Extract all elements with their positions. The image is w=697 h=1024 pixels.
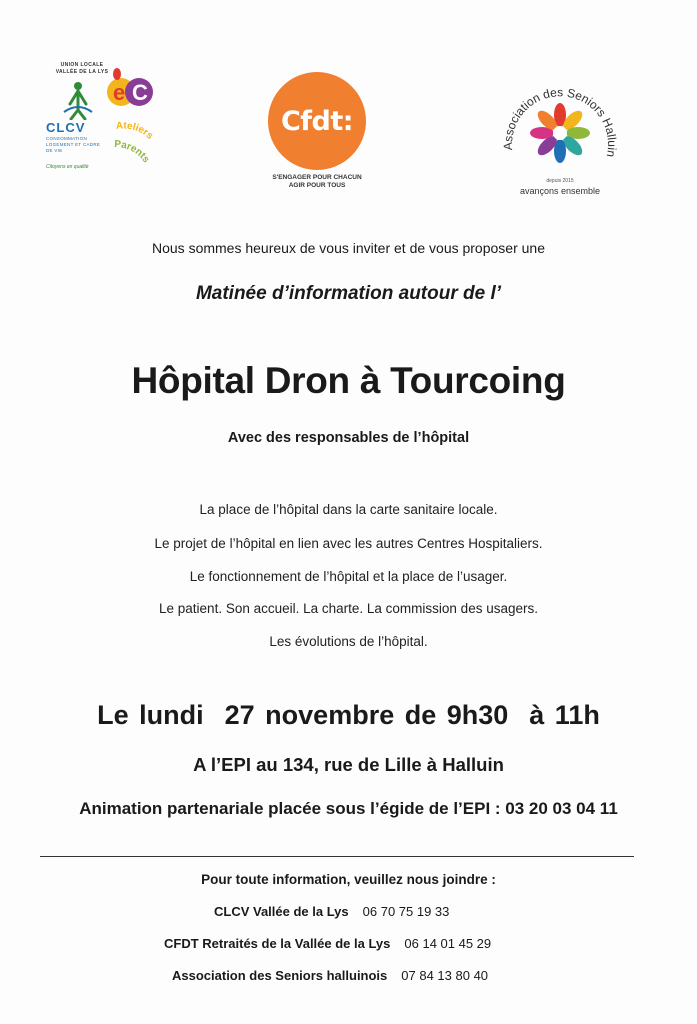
clcv-wordmark: CLCV bbox=[46, 120, 86, 135]
topic-item: Le patient. Son accueil. La charte. La commission des usagers. bbox=[159, 601, 538, 616]
cfdt-slogan-line-2: AGIR POUR TOUS bbox=[288, 182, 346, 189]
contact-name: CLCV Vallée de la Lys bbox=[214, 904, 349, 919]
ateliers-parents-logo bbox=[108, 117, 168, 172]
cfdt-wordmark: Cfdt: bbox=[280, 105, 354, 137]
animation-line: Animation partenariale placée sous l’égide de l’EPI : 03 20 03 04 11 bbox=[79, 799, 618, 818]
event-place: A l’EPI au 134, rue de Lille à Halluin bbox=[193, 754, 504, 775]
svg-text:C: C bbox=[132, 80, 148, 105]
seniors-arc-text: Association des Seniors Halluin bbox=[500, 85, 620, 159]
svg-text:Ateliers: Ateliers bbox=[115, 120, 156, 142]
contact-phone: 06 14 01 45 29 bbox=[404, 936, 492, 951]
svg-text:Parents: Parents bbox=[113, 138, 152, 166]
contact-name: Association des Seniors halluinois bbox=[172, 968, 388, 983]
event-title: Hôpital Dron à Tourcoing bbox=[131, 360, 566, 401]
clcv-logo-group bbox=[40, 62, 165, 182]
svg-text:e: e bbox=[113, 80, 126, 105]
contact-phone: 07 84 13 80 40 bbox=[401, 968, 489, 983]
cfdt-slogan bbox=[257, 174, 377, 190]
event-subtitle: Matinée d’information autour de l’ bbox=[195, 283, 502, 304]
cfdt-logo bbox=[257, 72, 377, 202]
divider bbox=[40, 856, 634, 857]
union-locale-label: UNION LOCALE VALLÉE DE LA LYS bbox=[55, 62, 109, 75]
speakers-line: Avec des responsables de l’hôpital bbox=[227, 430, 470, 446]
topic-item: Le fonctionnement de l’hôpital et la place de l’usager. bbox=[189, 569, 508, 584]
seniors-motto: avançons ensemble bbox=[519, 186, 601, 196]
ec-logo-icon bbox=[105, 68, 155, 113]
seniors-depuis: depuis 2015 bbox=[546, 178, 574, 184]
clcv-subtitle: CONSOMMATION LOGEMENT ET CADRE DE VIE bbox=[46, 136, 101, 153]
topic-item: Le projet de l’hôpital en lien avec les autres Centres Hospitaliers. bbox=[154, 536, 543, 551]
ateliers-parents-icon bbox=[108, 117, 168, 172]
seniors-flower-icon bbox=[495, 68, 625, 180]
contacts-header: Pour toute information, veuillez nous joindre : bbox=[201, 872, 496, 887]
contact-row bbox=[172, 968, 488, 983]
topic-item: Les évolutions de l’hôpital. bbox=[269, 634, 428, 649]
contact-name: CFDT Retraités de la Vallée de la Lys bbox=[164, 936, 391, 951]
intro-text: Nous sommes heureux de vous inviter et de vous proposer une bbox=[152, 240, 545, 256]
clcv-figure-icon bbox=[58, 80, 98, 120]
event-date: Le lundi 27 novembre de 9h30 à 11h bbox=[97, 700, 600, 730]
contact-row bbox=[164, 936, 491, 951]
contact-row bbox=[214, 904, 449, 919]
topic-item: La place de l’hôpital dans la carte sanitaire locale. bbox=[199, 502, 498, 517]
cfdt-slogan-line-1: S'ENGAGER POUR CHACUN bbox=[272, 174, 362, 181]
contact-phone: 06 70 75 19 33 bbox=[362, 904, 450, 919]
clcv-tagline: Citoyens en qualité bbox=[46, 164, 89, 170]
cfdt-circle bbox=[268, 72, 366, 170]
seniors-association-logo bbox=[495, 68, 625, 203]
